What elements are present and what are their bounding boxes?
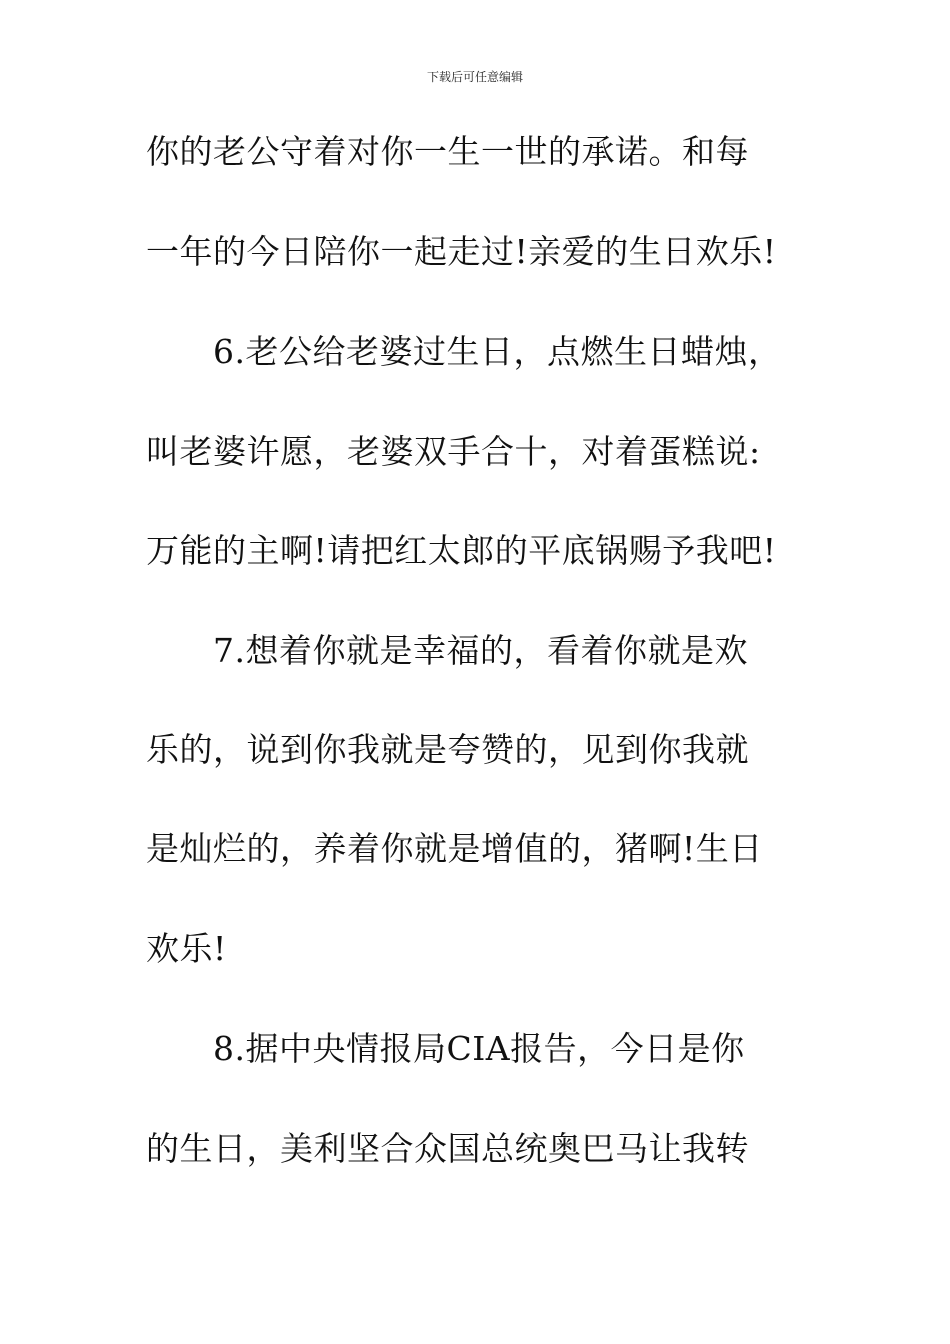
text-line-4: 叫老婆许愿，老婆双手合十，对着蛋糕说: — [146, 432, 761, 471]
text-line-7: 乐的，说到你我就是夸赞的，见到你我就 — [146, 730, 749, 769]
page-header: 下载后可任意编辑 — [426, 70, 523, 84]
text-line-8: 是灿烂的，养着你就是增值的，猪啊!生日 — [146, 829, 763, 868]
text-line-10: 8.据中央情报局CIA报告，今日是你 — [213, 1029, 745, 1068]
text-line-1: 你的老公守着对你一生一世的承诺。和每 — [146, 132, 749, 171]
text-line-11: 的生日，美利坚合众国总统奥巴马让我转 — [146, 1129, 749, 1168]
text-line-6: 7.想着你就是幸福的，看着你就是欢 — [213, 631, 748, 670]
text-line-5: 万能的主啊!请把红太郎的平底锅赐予我吧! — [146, 531, 777, 570]
text-line-3: 6.老公给老婆过生日，点燃生日蜡烛， — [213, 332, 782, 371]
text-line-2: 一年的今日陪你一起走过!亲爱的生日欢乐! — [146, 232, 777, 271]
text-line-9: 欢乐! — [146, 929, 227, 968]
